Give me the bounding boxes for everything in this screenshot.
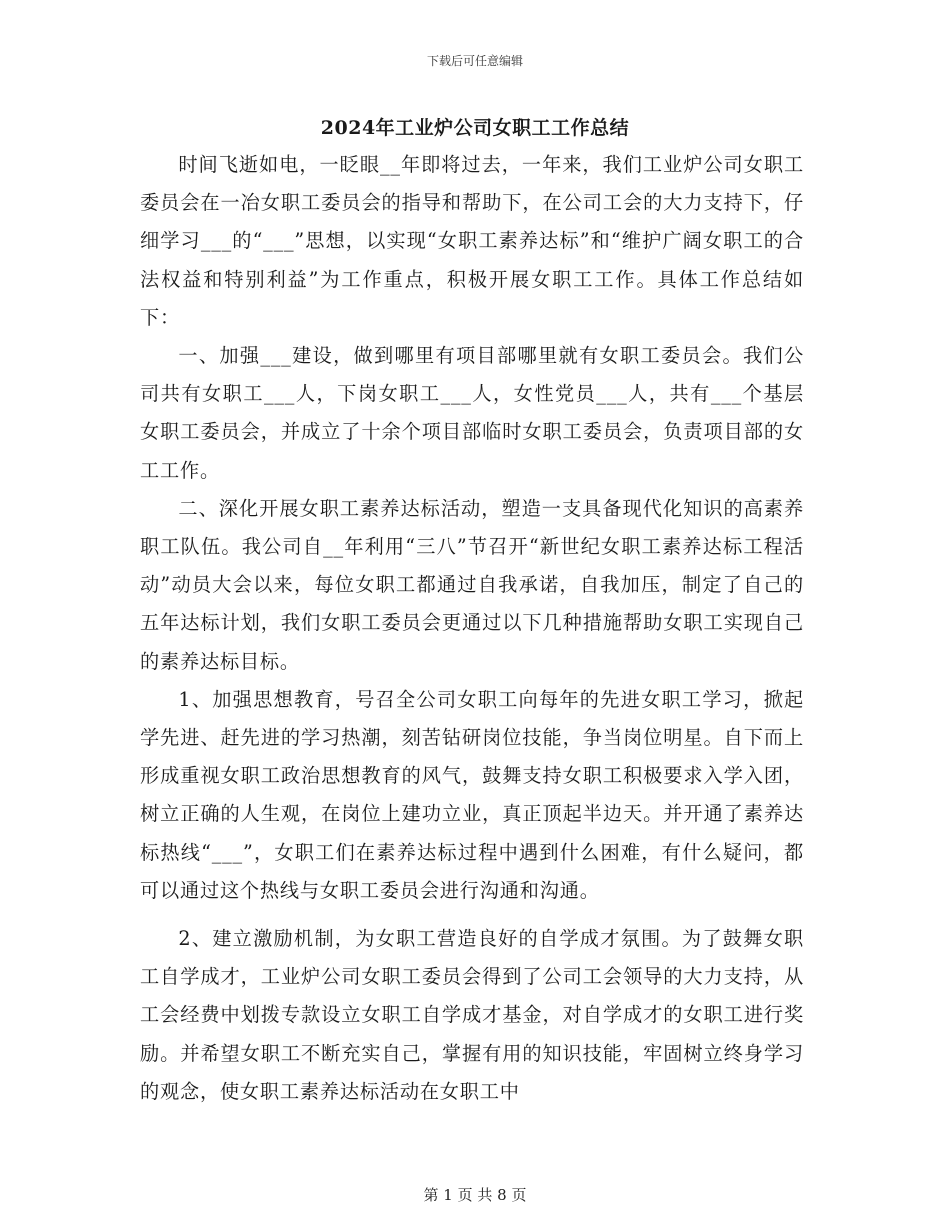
paragraph-intro: 时间飞逝如电，一眨眼__年即将过去，一年来，我们工业炉公司女职工委员会在一冶女职工委员会的指导和帮助下，在公司工会的大力支持下，仔细学习___的“___”思想，以实现“女职工素养达标”和“维护广阔女职工的合法权益和特别利益”为工作重点，积极开展女职工工作。具体工作总结如下： [140,153,804,329]
paragraph-item-2: 2、建立激励机制，为女职工营造良好的自学成才氛围。为了鼓舞女职工自学成才，工业炉公司女职工委员会得到了公司工会领导的大力支持，从工会经费中划拨专款设立女职工自学成才基金，对自学成才的女职工进行奖励。并希望女职工不断充实自己，掌握有用的知识技能，牢固树立终身学习的观念，使女职工素养达标活动在女职工中 [140,927,804,1103]
page-footer-number: 第 1 页 共 8 页 [423,1186,527,1204]
document-title: 2024年工业炉公司女职工工作总结 [320,117,630,139]
document-body [140,146,804,1111]
paragraph-section-2: 二、深化开展女职工素养达标活动，塑造一支具备现代化知识的高素养职工队伍。我公司自__年利用“三八”节召开“新世纪女职工素养达标工程活动”动员大会以来，每位女职工都通过自我承诺，自我加压，制定了自己的五年达标计划，我们女职工委员会更通过以下几种措施帮助女职工实现自己的素养达标目标。 [140,496,804,673]
paragraph-item-1: 1、加强思想教育，号召全公司女职工向每年的先进女职工学习，掀起学先进、赶先进的学习热潮，刻苦钻研岗位技能，争当岗位明星。自下而上形成重视女职工政治思想教育的风气，鼓舞支持女职工积极要求入学入团，树立正确的人生观，在岗位上建功立业，真正顶起半边天。并开通了素养达标热线“___”，女职工们在素养达标过程中遇到什么困难，有什么疑问，都可以通过这个热线与女职工委员会进行沟通和沟通。 [140,687,804,902]
page-header-note: 下载后可任意编辑 [426,54,523,68]
paragraph-section-1: 一、加强___建设，做到哪里有项目部哪里就有女职工委员会。我们公司共有女职工___人，下岗女职工___人，女性党员___人，共有___个基层女职工委员会，并成立了十余个项目部临时女职工委员会，负责项目部的女工工作。 [140,344,804,482]
